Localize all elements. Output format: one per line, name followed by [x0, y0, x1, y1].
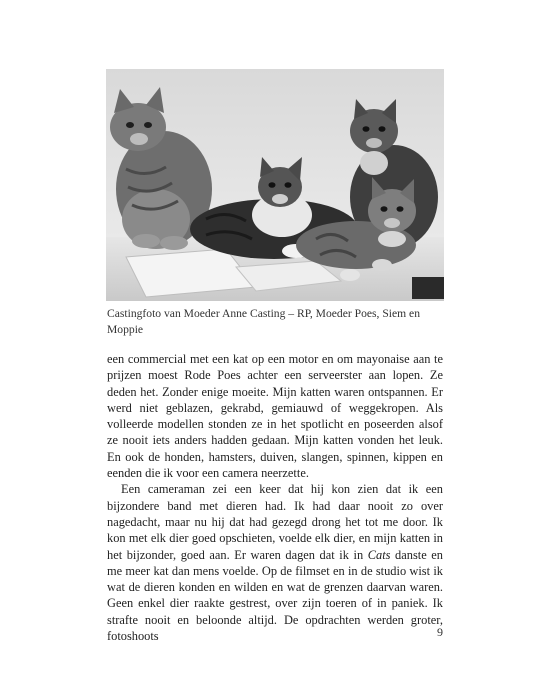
- figure-caption: Castingfoto van Moeder Anne Casting – RP, Moeder Poes, Siem en Moppie: [107, 307, 421, 336]
- paragraph-2-text-b: danste en me meer kat dan mens voelde. Op de filmset en in de studio wist ik wat de dieren konden en wilden en wat de grenzen daarvan waren. Geen enkel dier raakte gestrest, over zijn toeren of in paniek. Ik strafte nooit en beloonde altijd. De opdrachten werden groter, fotoshoots: [107, 547, 443, 644]
- paragraph-2-text-a: Een cameraman zei een keer dat hij kon zien dat ik een bijzondere band met dieren had. Ik had daar nooit zo over nagedacht, maar nu hij dat had gezegd drong het tot me door. Ik kon met elk dier goed opschieten, voelde elk dier, en mijn katten in het bijzonder, goed aan. Er waren dagen dat ik in: [107, 482, 443, 562]
- cats-photo: [106, 69, 444, 301]
- page-number: 9: [437, 625, 443, 639]
- paragraph-2: [107, 481, 443, 644]
- paragraph-2-italic-title: Cats: [367, 547, 391, 562]
- paragraph-1: een commercial met een kat op een motor en om mayonaise aan te prijzen moest Rode Poes achter een serveerster aan lopen. Ze deden het. Zonder enige moeite. Mijn katten waren ontspannen. Er werd niet geblazen, gekrabd, gemiauwd of weggekropen. Als volleerde modellen stonden ze in het spotlicht en poseerden alsof ze nooit iets anders hadden gedaan. Mijn katten vonden het leuk. En ook de honden, hamsters, duiven, slangen, spinnen, kippen en eenden die ik voor een camera neerzette.: [107, 352, 443, 481]
- body-text: [107, 351, 443, 644]
